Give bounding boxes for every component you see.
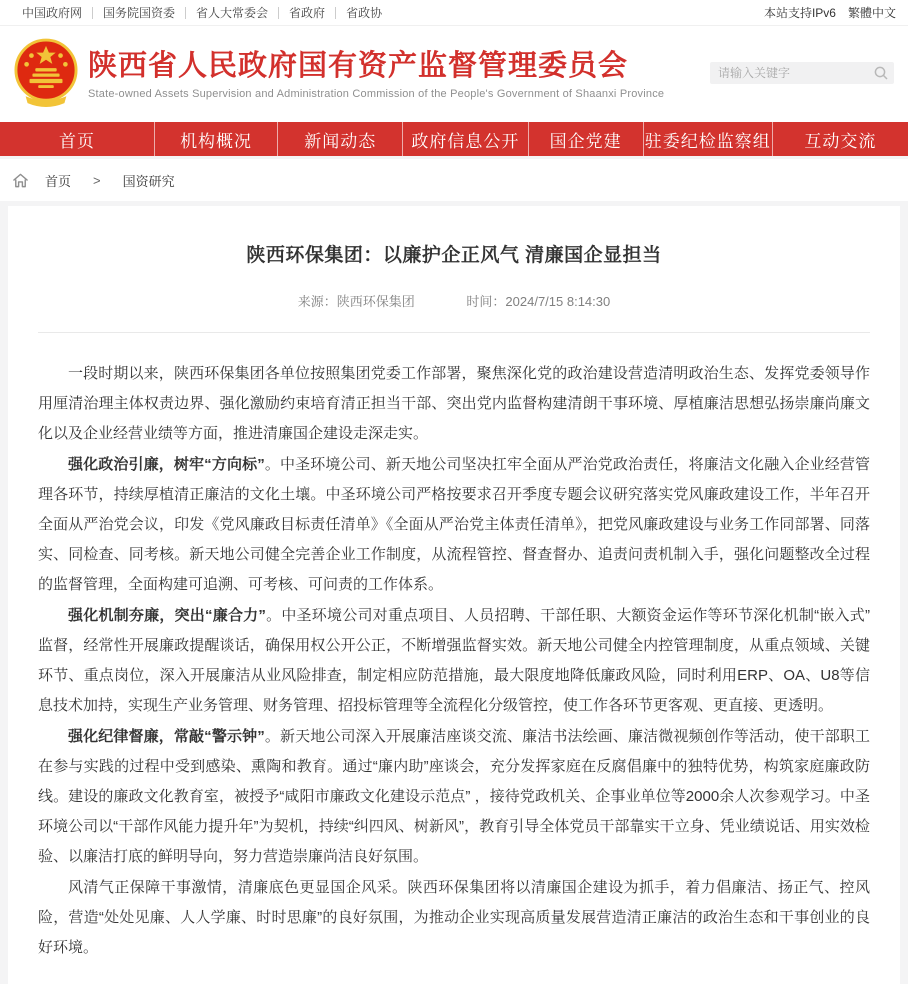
gov-link[interactable]: 省人大常委会 [186,7,279,19]
top-utility-bar [0,0,908,26]
nav-item[interactable]: 机构概况 [154,122,277,156]
breadcrumb-current[interactable]: 国资研究 [122,173,175,189]
nav-item[interactable]: 政府信息公开 [402,122,527,156]
site-header [0,26,908,122]
search-input[interactable] [718,66,873,80]
breadcrumb-separator: > [93,172,101,188]
main-nav [0,122,908,156]
article-body [30,333,878,963]
gov-link[interactable]: 省政府 [279,7,336,19]
site-title-english: State-owned Assets Supervision and Administration Commission of the People's Government of Shaanxi Province [88,87,665,100]
article-source: 来源：陕西环保集团 [297,294,415,309]
site-title: 陕西省人民政府国有资产监督管理委员会 [88,49,629,82]
search-icon[interactable] [873,65,889,81]
gov-link[interactable]: 中国政府网 [12,7,93,19]
article-paragraph: 风清气正保障干事激情，清廉底色更显国企风采。陕西环保集团将以清廉国企建设为抓手，着力倡廉洁、扬正气、控风险，营造“处处见廉、人人学廉、时时思廉”的良好氛围，为推动企业实现高质量发展营造清正廉洁的政治生态和干事创业的良好环境。 [38,879,870,956]
article-time: 时间：2024/7/15 8:14:30 [466,294,611,309]
gov-link[interactable]: 国务院国资委 [93,7,186,19]
article-meta [30,291,878,310]
home-icon[interactable] [12,172,29,189]
nav-item[interactable]: 国企党建 [528,122,643,156]
nav-item[interactable]: 新闻动态 [277,122,402,156]
breadcrumb-home[interactable]: 首页 [45,173,72,189]
article-paragraph: 强化政治引廉，树牢“方向标”。中圣环境公司、新天地公司坚决扛牢全面从严治党政治责任，将廉洁文化融入企业经营管理各环节，持续厚植清正廉洁的文化土壤。中圣环境公司严格按要求召开季度专题会议研究落实党风廉政建设工作，半年召开全面从严治党会议，印发《党风廉政目标责任清单》《全面从严治党主体责任清单》，把党风廉政建设与业务工作同部署、同落实、同检查、同考核。新天地公司健全完善企业工作制度，从流程管控、督查督办、追责问责机制入手，强化问题整改全过程的监督管理，全面构建可追溯、可考核、可问责的工作体系。 [38,456,870,593]
article-paragraph: 一段时期以来，陕西环保集团各单位按照集团党委工作部署，聚焦深化党的政治建设营造清明政治生态、发挥党委领导作用厘清治理主体权责边界、强化激励约束培育清正担当干部、突出党内监督构建清朗干事环境、厚植廉洁思想弘扬崇廉尚廉文化以及企业经营业绩等方面，推进清廉国企建设走深走实。 [38,365,870,442]
nav-item[interactable]: 驻委纪检监察组 [643,122,772,156]
gov-link[interactable]: 省政协 [346,5,383,20]
national-emblem-logo [14,38,78,110]
article-paragraph: 强化纪律督廉，常敲“警示钟”。新天地公司深入开展廉洁座谈交流、廉洁书法绘画、廉洁微视频创作等活动，使干部职工在参与实践的过程中受到感染、熏陶和教育。通过“廉内助”座谈会，充分发挥家庭在反腐倡廉中的独特优势，构筑家庭廉政防线。建设的廉政文化教育室，被授予“咸阳市廉政文化建设示范点” ，接待党政机关、企事业单位等2000余人次参观学习。中圣环境公司以“干部作风能力提升年”为契机，持续“纠四风、树新风”，教育引导全体党员干部靠实干立身、凭业绩说话、用实效检验、以廉洁打底的鲜明导向，努力营造崇廉尚洁良好氛围。 [38,728,870,865]
article-paragraph: 强化机制夯廉，突出“廉合力”。中圣环境公司对重点项目、人员招聘、干部任职、大额资金运作等环节深化机制“嵌入式”监督，经常性开展廉政提醒谈话，确保用权公开公正，不断增强监督实效。新天地公司健全内控管理制度，从重点领域、关键环节、重点岗位，深入开展廉洁从业风险排查，制定相应防范措施，最大限度地降低廉政风险，同时利用ERP、OA、U8等信息技术加持，实现生产业务管理、财务管理、招投标管理等全流程化分级管控，使工作各环节更客观、更直接、更透明。 [38,607,870,714]
article-panel [8,206,900,984]
gov-links [12,7,392,19]
article-title: 陕西环保集团：以廉护企正风气 清廉国企显担当 [246,245,662,266]
language-switch[interactable]: 繁體中文 [847,6,896,20]
search-box [710,62,894,84]
breadcrumb [0,159,908,201]
ipv6-badge: 本站支持IPv6 [763,6,836,20]
nav-item[interactable]: 首页 [58,131,95,151]
nav-item[interactable]: 互动交流 [772,122,908,156]
